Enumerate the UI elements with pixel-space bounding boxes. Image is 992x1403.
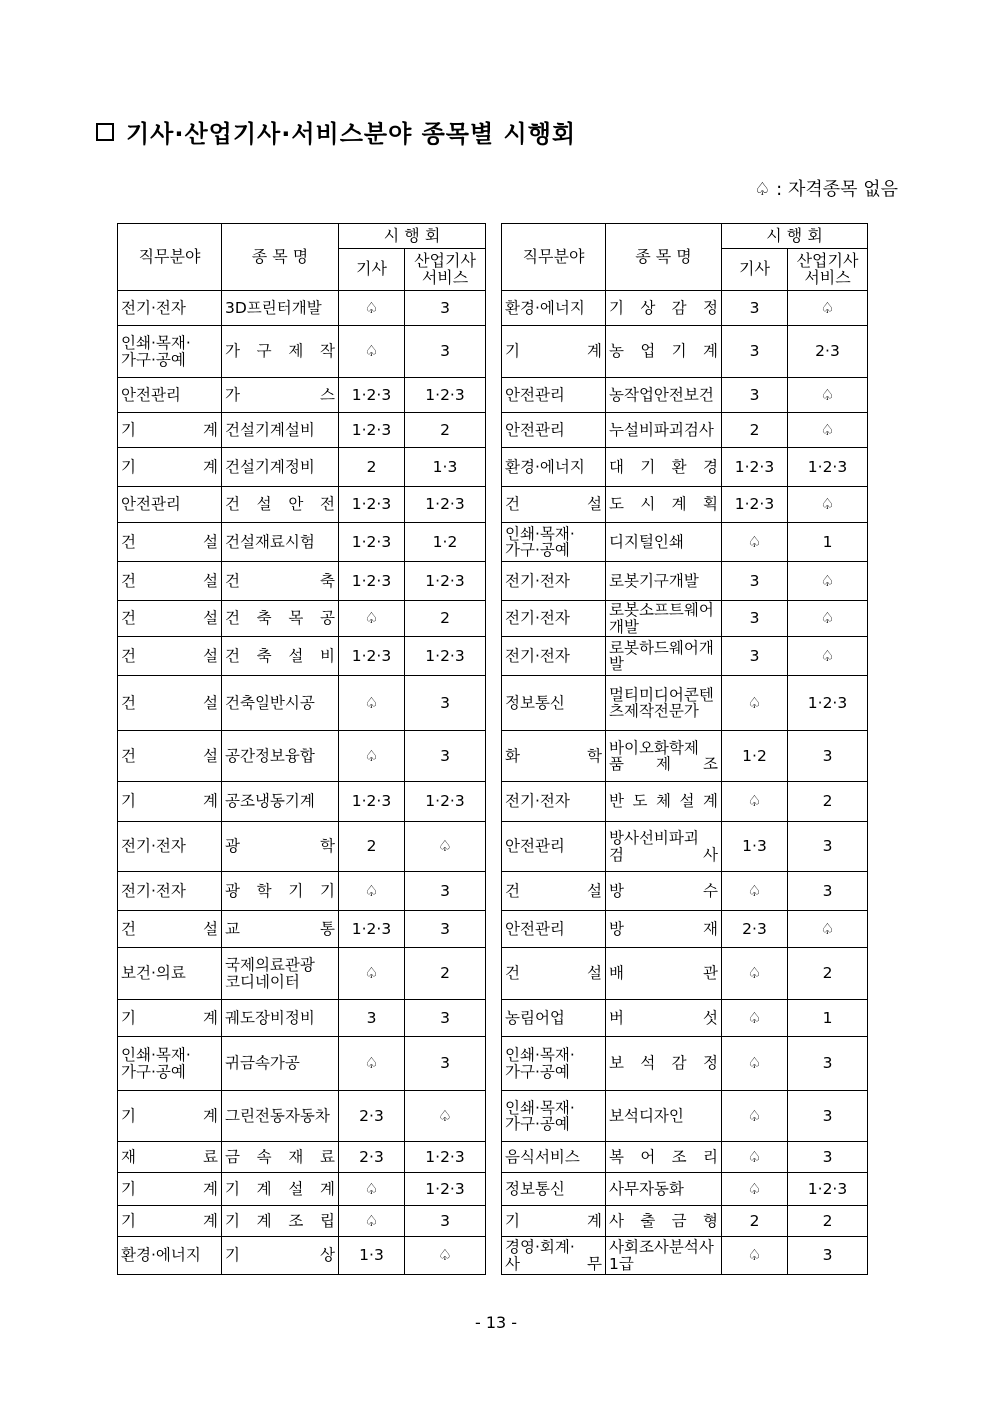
- page-title-text: 기사·산업기사·서비스분야 종목별 시행회: [126, 120, 577, 148]
- sanup-cell: ♤: [405, 1237, 486, 1275]
- table-row: [118, 487, 486, 523]
- item-cell: 보석디자인: [606, 1091, 722, 1142]
- field-cell: 재 료: [118, 1142, 222, 1173]
- field-cell: 농림어업: [502, 1000, 606, 1037]
- field-cell: 안전관리: [502, 378, 606, 413]
- item-cell: [222, 948, 339, 1000]
- table-row: [502, 378, 868, 413]
- cell-line: 가구·공예: [505, 1062, 570, 1081]
- cell-line: 인쇄·목재·: [505, 1098, 575, 1117]
- field-cell: 음식서비스: [502, 1142, 606, 1173]
- item-cell: 사회조사분석사1급: [606, 1237, 722, 1275]
- legend-note: ♤ : 자격종목 없음: [754, 179, 898, 200]
- item-cell: 궤도장비정비: [222, 1000, 339, 1037]
- gisa-cell: ♤: [722, 1037, 788, 1091]
- table-row: [502, 601, 868, 637]
- field-cell: 안전관리: [502, 911, 606, 948]
- table-row: [502, 448, 868, 487]
- sanup-cell: 2: [405, 413, 486, 448]
- gisa-cell: 1·2·3: [722, 448, 788, 487]
- sanup-cell: 1·2·3: [788, 676, 868, 731]
- table-row: [502, 1091, 868, 1142]
- checkbox-square-icon: [96, 123, 114, 141]
- gisa-cell: 1·2: [722, 731, 788, 782]
- item-cell: 복 어 조 리: [606, 1142, 722, 1173]
- cell-line: 가구·공예: [505, 541, 570, 559]
- gisa-cell: 1·2·3: [339, 523, 405, 562]
- gisa-cell: 3: [722, 326, 788, 378]
- table-row: [502, 1037, 868, 1091]
- gisa-cell: ♤: [339, 291, 405, 326]
- field-cell: 보건·의료: [118, 948, 222, 1000]
- item-cell: 공조냉동기계: [222, 782, 339, 822]
- gisa-cell: ♤: [722, 1237, 788, 1275]
- gisa-cell: 1·3: [339, 1237, 405, 1275]
- item-cell: 사 출 금 형: [606, 1206, 722, 1237]
- sanup-cell: 1·2·3: [405, 1173, 486, 1206]
- sanup-cell: 1·3: [405, 448, 486, 487]
- item-cell: 반 도 체 설 계: [606, 782, 722, 822]
- gisa-cell: 1·2·3: [339, 782, 405, 822]
- gisa-cell: 3: [722, 291, 788, 326]
- gisa-cell: ♤: [722, 1142, 788, 1173]
- table-body-left: [118, 224, 486, 1275]
- sanup-cell: 2: [788, 1206, 868, 1237]
- sanup-cell: 1·2·3: [405, 1142, 486, 1173]
- col-header-field: 직무분야: [118, 224, 222, 291]
- gisa-cell: 3: [722, 637, 788, 676]
- sanup-cell: 1: [788, 523, 868, 562]
- sanup-cell: 2·3: [788, 326, 868, 378]
- table-row: [118, 1037, 486, 1091]
- field-cell: 건 설: [118, 523, 222, 562]
- sanup-cell: ♤: [788, 562, 868, 601]
- item-cell: 가 스: [222, 378, 339, 413]
- table-row: [118, 413, 486, 448]
- cell-line: 인쇄·목재·: [121, 334, 191, 353]
- col-header-gisa: 기사: [722, 249, 788, 291]
- sanup-cell: 3: [405, 731, 486, 782]
- item-cell: 건 축 설 비: [222, 637, 339, 676]
- item-cell: 로봇기구개발: [606, 562, 722, 601]
- col-header-field: 직무분야: [502, 224, 606, 291]
- gisa-cell: 3: [339, 1000, 405, 1037]
- table-row: [118, 1000, 486, 1037]
- field-cell: [118, 326, 222, 378]
- item-cell: 사무자동화: [606, 1173, 722, 1206]
- cell-line: 멀티미디어콘텐: [609, 685, 714, 704]
- field-cell: 전기·전자: [502, 782, 606, 822]
- item-cell: 광 학 기 기: [222, 872, 339, 911]
- field-cell: 전기·전자: [502, 562, 606, 601]
- table-row: [118, 1142, 486, 1173]
- sanup-cell: 1·2·3: [405, 782, 486, 822]
- sanup-cell: ♤: [788, 601, 868, 637]
- item-cell: 기 계 조 립: [222, 1206, 339, 1237]
- item-cell: 그린전동자동차: [222, 1091, 339, 1142]
- gisa-cell: ♤: [722, 676, 788, 731]
- gisa-cell: 2·3: [339, 1091, 405, 1142]
- item-cell: 기 계 설 계: [222, 1173, 339, 1206]
- cell-line: 인쇄·목재·: [121, 1046, 191, 1065]
- item-cell: 광 학: [222, 822, 339, 872]
- sanup-cell: 1·2·3: [405, 487, 486, 523]
- field-cell: 화 학: [502, 731, 606, 782]
- gisa-cell: ♤: [722, 948, 788, 1000]
- gisa-cell: ♤: [722, 1173, 788, 1206]
- gisa-cell: 1·2·3: [339, 487, 405, 523]
- table-row: [502, 637, 868, 676]
- item-cell: 기 상: [222, 1237, 339, 1275]
- field-cell: 전기·전자: [502, 601, 606, 637]
- item-cell: 보 석 감 정: [606, 1037, 722, 1091]
- field-cell: 환경·에너지: [118, 1237, 222, 1275]
- item-cell: 로봇하드웨어개발: [606, 637, 722, 676]
- item-cell: 3D프린터개발: [222, 291, 339, 326]
- gisa-cell: 1·2·3: [339, 911, 405, 948]
- col-header-rounds: 시 행 회: [722, 224, 868, 249]
- gisa-cell: ♤: [722, 1000, 788, 1037]
- gisa-cell: 1·2·3: [722, 487, 788, 523]
- sanup-cell: ♤: [788, 487, 868, 523]
- sanup-cell: 2: [405, 601, 486, 637]
- cell-line: 코디네이터: [225, 972, 300, 991]
- cell-line: 인쇄·목재·: [505, 1046, 575, 1065]
- item-cell: 건 축: [222, 562, 339, 601]
- gisa-cell: 3: [722, 601, 788, 637]
- schedule-table-left: [117, 223, 486, 1275]
- field-cell: 환경·에너지: [502, 291, 606, 326]
- field-cell: 전기·전자: [502, 637, 606, 676]
- sanup-cell: 3: [405, 676, 486, 731]
- gisa-cell: 2: [339, 448, 405, 487]
- gisa-cell: ♤: [722, 1091, 788, 1142]
- table-row: [502, 911, 868, 948]
- field-cell: [502, 1037, 606, 1091]
- table-row: [118, 948, 486, 1000]
- item-cell: 건설재료시험: [222, 523, 339, 562]
- gisa-cell: 2: [722, 413, 788, 448]
- table-row: [502, 1206, 868, 1237]
- gisa-cell: 1·3: [722, 822, 788, 872]
- item-cell: 버 섯: [606, 1000, 722, 1037]
- item-cell: 대 기 환 경: [606, 448, 722, 487]
- col-header-item: 종 목 명: [606, 224, 722, 291]
- cell-line: 검 사: [609, 845, 718, 864]
- sanup-cell: 1: [788, 1000, 868, 1037]
- item-cell: 도 시 계 획: [606, 487, 722, 523]
- page-number: - 13 -: [474, 1313, 518, 1332]
- sanup-cell: 3: [405, 872, 486, 911]
- field-cell: [118, 1037, 222, 1091]
- table-row: [502, 1000, 868, 1037]
- item-cell: 건 축 목 공: [222, 601, 339, 637]
- table-row: [118, 637, 486, 676]
- col-header-rounds: 시 행 회: [339, 224, 486, 249]
- item-cell: 금 속 재 료: [222, 1142, 339, 1173]
- table-row: [118, 523, 486, 562]
- field-cell: [502, 1237, 606, 1275]
- gisa-cell: ♤: [339, 1206, 405, 1237]
- cell-line: 츠제작전문가: [609, 702, 699, 720]
- item-cell: 디지털인쇄: [606, 523, 722, 562]
- sanup-cell: 3: [405, 1037, 486, 1091]
- field-cell: 전기·전자: [118, 291, 222, 326]
- item-cell: [606, 822, 722, 872]
- sanup-cell: 3: [788, 872, 868, 911]
- cell-line: 바이오화학제: [609, 738, 699, 757]
- field-cell: 기 계: [502, 326, 606, 378]
- table-row: [118, 378, 486, 413]
- field-cell: 건 설: [502, 487, 606, 523]
- gisa-cell: ♤: [339, 326, 405, 378]
- table-row: [502, 562, 868, 601]
- field-cell: 기 계: [118, 448, 222, 487]
- cell-line: 가구·공예: [121, 350, 186, 369]
- sanup-cell: ♤: [405, 1091, 486, 1142]
- item-cell: 방 수: [606, 872, 722, 911]
- cell-line: 품 제 조: [609, 755, 718, 773]
- field-cell: 환경·에너지: [502, 448, 606, 487]
- sanup-cell: 3: [788, 731, 868, 782]
- item-cell: 귀금속가공: [222, 1037, 339, 1091]
- field-cell: 건 설: [118, 562, 222, 601]
- sanup-cell: 1·2·3: [405, 378, 486, 413]
- table-row: [502, 822, 868, 872]
- item-cell: 로봇소프트웨어개발: [606, 601, 722, 637]
- cell-line: 가구·공예: [505, 1115, 570, 1133]
- item-cell: 건설기계정비: [222, 448, 339, 487]
- sanup-cell: 3: [405, 291, 486, 326]
- item-cell: 공간정보융합: [222, 731, 339, 782]
- field-cell: 기 계: [502, 1206, 606, 1237]
- item-cell: 교 통: [222, 911, 339, 948]
- sanup-cell: 3: [788, 1037, 868, 1091]
- field-cell: 건 설: [502, 872, 606, 911]
- gisa-cell: 2·3: [722, 911, 788, 948]
- table-row: [502, 676, 868, 731]
- gisa-cell: 2·3: [339, 1142, 405, 1173]
- field-cell: 정보통신: [502, 1173, 606, 1206]
- table-row: [502, 413, 868, 448]
- sanup-cell: 3: [405, 1206, 486, 1237]
- sanup-cell: 3: [788, 1142, 868, 1173]
- field-cell: 정보통신: [502, 676, 606, 731]
- item-cell: 방 재: [606, 911, 722, 948]
- field-cell: 기 계: [118, 782, 222, 822]
- field-cell: 기 계: [118, 1091, 222, 1142]
- sanup-cell: 1·2·3: [405, 562, 486, 601]
- sanup-cell: ♤: [788, 378, 868, 413]
- table-row: [118, 326, 486, 378]
- table-row: [502, 523, 868, 562]
- gisa-cell: ♤: [339, 1173, 405, 1206]
- sanup-cell: 2: [788, 782, 868, 822]
- field-cell: 건 설: [118, 601, 222, 637]
- table-row: [502, 948, 868, 1000]
- table-row: [118, 1206, 486, 1237]
- sanup-cell: 3: [788, 1091, 868, 1142]
- sanup-cell: 3: [788, 822, 868, 872]
- sanup-cell: 3: [405, 911, 486, 948]
- sanup-cell: 1·2·3: [405, 637, 486, 676]
- sanup-cell: 2: [405, 948, 486, 1000]
- cell-line: 인쇄·목재·: [505, 524, 575, 543]
- table-row: [118, 1173, 486, 1206]
- field-cell: 기 계: [118, 1173, 222, 1206]
- field-cell: 기 계: [118, 413, 222, 448]
- table-row: [118, 731, 486, 782]
- table-row: [118, 872, 486, 911]
- field-cell: [502, 1091, 606, 1142]
- field-cell: 건 설: [118, 676, 222, 731]
- table-row: [502, 326, 868, 378]
- gisa-cell: 1·2·3: [339, 413, 405, 448]
- item-cell: 건 설 안 전: [222, 487, 339, 523]
- table-row: [502, 731, 868, 782]
- gisa-cell: 1·2·3: [339, 637, 405, 676]
- item-cell: 누설비파괴검사: [606, 413, 722, 448]
- item-cell: 건축일반시공: [222, 676, 339, 731]
- table-row: [502, 872, 868, 911]
- gisa-cell: ♤: [339, 872, 405, 911]
- field-cell: 전기·전자: [118, 822, 222, 872]
- header-row: [502, 224, 868, 249]
- sanup-cell: ♤: [788, 637, 868, 676]
- item-cell: 가 구 제 작: [222, 326, 339, 378]
- sanup-cell: ♤: [788, 911, 868, 948]
- gisa-cell: 2: [722, 1206, 788, 1237]
- cell-line: 방사선비파괴: [609, 829, 699, 848]
- field-cell: 건 설: [118, 911, 222, 948]
- gisa-cell: ♤: [722, 523, 788, 562]
- field-cell: 건 설: [118, 637, 222, 676]
- sanup-cell: ♤: [788, 413, 868, 448]
- sanup-cell: 1·2: [405, 523, 486, 562]
- field-cell: 안전관리: [502, 413, 606, 448]
- table-body-right: [502, 224, 868, 1275]
- gisa-cell: ♤: [339, 676, 405, 731]
- gisa-cell: 3: [722, 378, 788, 413]
- item-cell: [606, 731, 722, 782]
- table-row: [118, 676, 486, 731]
- cell-line: 국제의료관광: [225, 956, 315, 975]
- table-row: [118, 822, 486, 872]
- col-header-gisa: 기사: [339, 249, 405, 291]
- item-cell: [606, 676, 722, 731]
- table-row: [502, 782, 868, 822]
- gisa-cell: 2: [339, 822, 405, 872]
- field-cell: [502, 523, 606, 562]
- gisa-cell: ♤: [339, 601, 405, 637]
- gisa-cell: 1·2·3: [339, 562, 405, 601]
- table-row: [502, 291, 868, 326]
- gisa-cell: ♤: [722, 782, 788, 822]
- table-row: [118, 1237, 486, 1275]
- cell-line: 가구·공예: [121, 1062, 186, 1081]
- col-header-sanup: 산업기사 서비스: [405, 249, 486, 291]
- field-cell: 기 계: [118, 1206, 222, 1237]
- field-cell: 건 설: [118, 731, 222, 782]
- col-header-item: 종 목 명: [222, 224, 339, 291]
- header-row: [118, 224, 486, 249]
- table-row: [118, 1091, 486, 1142]
- gisa-cell: ♤: [339, 1037, 405, 1091]
- table-row: [502, 1237, 868, 1275]
- table-row: [118, 911, 486, 948]
- field-cell: 전기·전자: [118, 872, 222, 911]
- item-cell: 기 상 감 정: [606, 291, 722, 326]
- sanup-cell: ♤: [405, 822, 486, 872]
- table-row: [502, 487, 868, 523]
- table-row: [118, 291, 486, 326]
- col-header-sanup: 산업기사 서비스: [788, 249, 868, 291]
- sanup-cell: ♤: [788, 291, 868, 326]
- item-cell: 배 관: [606, 948, 722, 1000]
- gisa-cell: ♤: [722, 872, 788, 911]
- sanup-cell: 3: [405, 1000, 486, 1037]
- sanup-cell: 1·2·3: [788, 1173, 868, 1206]
- item-cell: 농작업안전보건: [606, 378, 722, 413]
- sanup-cell: 2: [788, 948, 868, 1000]
- sanup-cell: 3: [788, 1237, 868, 1275]
- table-row: [118, 562, 486, 601]
- field-cell: 건 설: [502, 948, 606, 1000]
- table-row: [502, 1173, 868, 1206]
- table-row: [118, 601, 486, 637]
- field-cell: 안전관리: [502, 822, 606, 872]
- field-cell: 안전관리: [118, 487, 222, 523]
- gisa-cell: 3: [722, 562, 788, 601]
- table-row: [118, 448, 486, 487]
- table-row: [502, 1142, 868, 1173]
- sanup-cell: 3: [405, 326, 486, 378]
- cell-line: 경영·회계·: [505, 1238, 575, 1257]
- item-cell: 건설기계설비: [222, 413, 339, 448]
- table-row: [118, 782, 486, 822]
- gisa-cell: ♤: [339, 731, 405, 782]
- sanup-cell: 1·2·3: [788, 448, 868, 487]
- field-cell: 안전관리: [118, 378, 222, 413]
- item-cell: 농 업 기 계: [606, 326, 722, 378]
- cell-line: 사 무: [505, 1254, 602, 1273]
- gisa-cell: 1·2·3: [339, 378, 405, 413]
- field-cell: 기 계: [118, 1000, 222, 1037]
- page-title: [96, 114, 576, 149]
- gisa-cell: ♤: [339, 948, 405, 1000]
- schedule-table-right: [501, 223, 868, 1275]
